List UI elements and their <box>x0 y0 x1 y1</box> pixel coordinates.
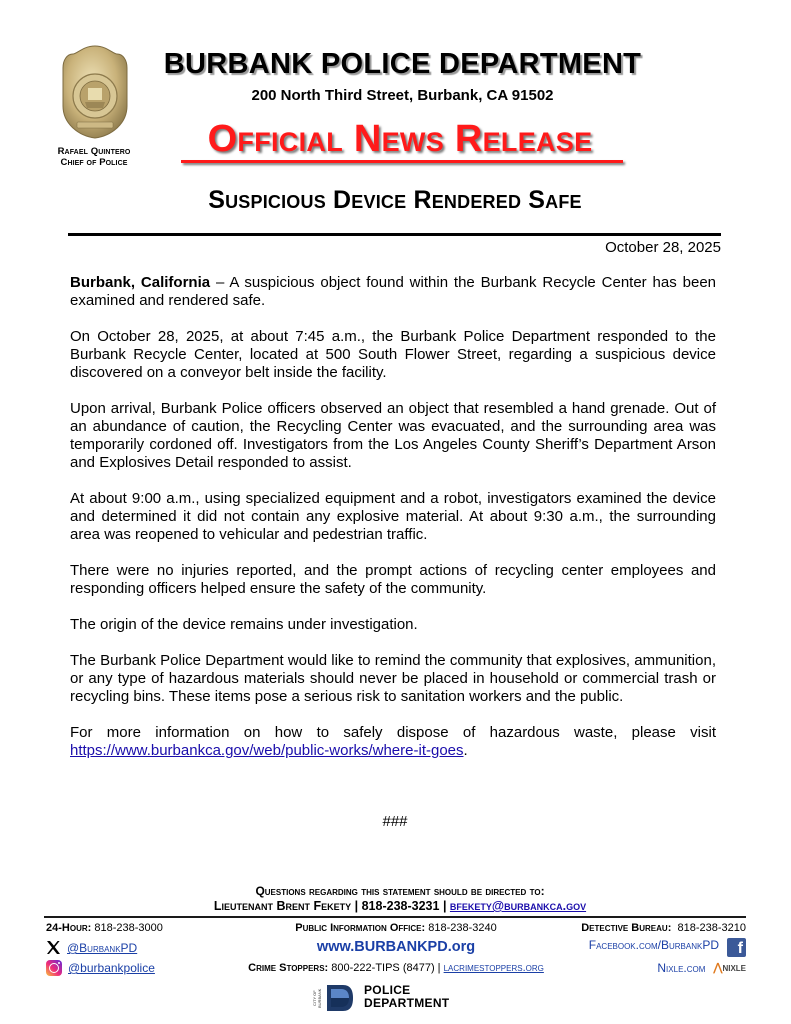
release-title-underline <box>181 160 623 163</box>
city-seal-text: CITY OF BURBANK <box>312 988 322 1008</box>
dateline-location: Burbank, California <box>70 274 211 291</box>
crime-stoppers-link[interactable]: lacrimestoppers.org <box>443 962 544 974</box>
contact-line <box>100 899 700 913</box>
header-divider <box>68 233 721 236</box>
contact-name: Lieutenant Brent Fekety <box>213 899 352 913</box>
body-paragraph: The Burbank Police Department would like to remind the community that explosives, ammunition, or any type of hazardous materials should never be placed in household or commercial trash or recycling bins. These items pose a serious risk to sanitation workers and the public. <box>70 652 716 705</box>
contact-instruction: Questions regarding this statement should be directed to: <box>255 884 545 898</box>
body-paragraph: There were no injuries reported, and the prompt actions of recycling center employees and responding officers helped ensure the safety of the community. <box>70 562 716 597</box>
pio-line: Public Information Office: 818-238-3240 <box>295 922 497 934</box>
shield-icon <box>325 983 355 1013</box>
footer-tips-row <box>46 960 746 978</box>
nixle-icon: ⋀NIXLE <box>713 962 746 974</box>
release-body <box>70 274 716 778</box>
burbank-pd-logo <box>312 983 482 1013</box>
lead-paragraph <box>70 274 716 310</box>
closing-end: . <box>463 742 468 759</box>
release-date: October 28, 2025 <box>605 239 721 256</box>
chief-name: Rafael Quintero <box>57 146 131 157</box>
separator: | <box>439 899 450 913</box>
hazardous-waste-link[interactable]: https://www.burbankca.gov/web/public-works/where-it-goes <box>70 742 464 759</box>
department-name: BURBANK POLICE DEPARTMENT <box>163 48 642 80</box>
closing-paragraph <box>70 724 716 760</box>
facebook-link[interactable]: Facebook.com/BurbankPD f <box>589 938 746 957</box>
chief-title: Chief of Police <box>60 157 128 168</box>
chief-info <box>30 146 158 168</box>
chief-badge-logo <box>59 44 131 140</box>
contact-phone: 818-238-3231 <box>361 899 440 913</box>
body-paragraph: At about 9:00 a.m., using specialized equipment and a robot, investigators examined the device and determined it did not contain any explosive material. At about 9:30 a.m., the surrounding area was reopened to vehicular and pedestrian traffic. <box>70 490 716 543</box>
crime-stoppers-line: Crime Stoppers: 800-222-TIPS (8477) | lacrimestoppers.org <box>248 962 544 974</box>
x-link[interactable]: @BurbankPD <box>46 940 137 955</box>
nixle-link[interactable]: Nixle.com ⋀NIXLE <box>657 961 746 975</box>
release-type-title: Official News Release <box>207 118 593 160</box>
department-address: 200 North Third Street, Burbank, CA 91502 <box>251 87 554 104</box>
closing-text: For more information on how to safely dispose of hazardous waste, please visit <box>70 724 716 741</box>
lead-text: – A suspicious object found within the Burbank Recycle Center has been examined and rendered safe. <box>70 274 716 309</box>
body-paragraph: On October 28, 2025, at about 7:45 a.m., the Burbank Police Department responded to the Burbank Recycle Center, located at 500 South Flower Street, regarding a suspicious device discovered on a conveyor belt inside the facility. <box>70 328 716 381</box>
logo-text: POLICE DEPARTMENT <box>364 983 450 1010</box>
contact-email-link[interactable]: bfekety@burbankca.gov <box>449 899 587 913</box>
website-link[interactable]: www.BURBANKPD.org <box>316 939 476 955</box>
instagram-link[interactable]: @burbankpolice <box>46 960 155 976</box>
hotline: 24-Hour: 818-238-3000 <box>46 922 163 934</box>
separator: | <box>351 899 362 913</box>
facebook-icon: f <box>727 938 746 957</box>
end-mark: ### <box>382 813 408 830</box>
footer-divider <box>44 916 746 918</box>
footer-social-row <box>46 938 746 958</box>
detective-line: Detective Bureau: 818-238-3210 <box>581 922 746 934</box>
body-paragraph: Upon arrival, Burbank Police officers observed an object that resembled a hand grenade. Out of an abundance of caution, the Recycling Center was evacuated, and the surrounding area was temporarily cordoned off. Investigators from the Los Angeles County Sheriff’s Department Arson and Explosives Detail responded to assist. <box>70 400 716 471</box>
body-paragraph: The origin of the device remains under investigation. <box>70 616 418 633</box>
release-headline: Suspicious Device Rendered Safe <box>208 186 582 214</box>
